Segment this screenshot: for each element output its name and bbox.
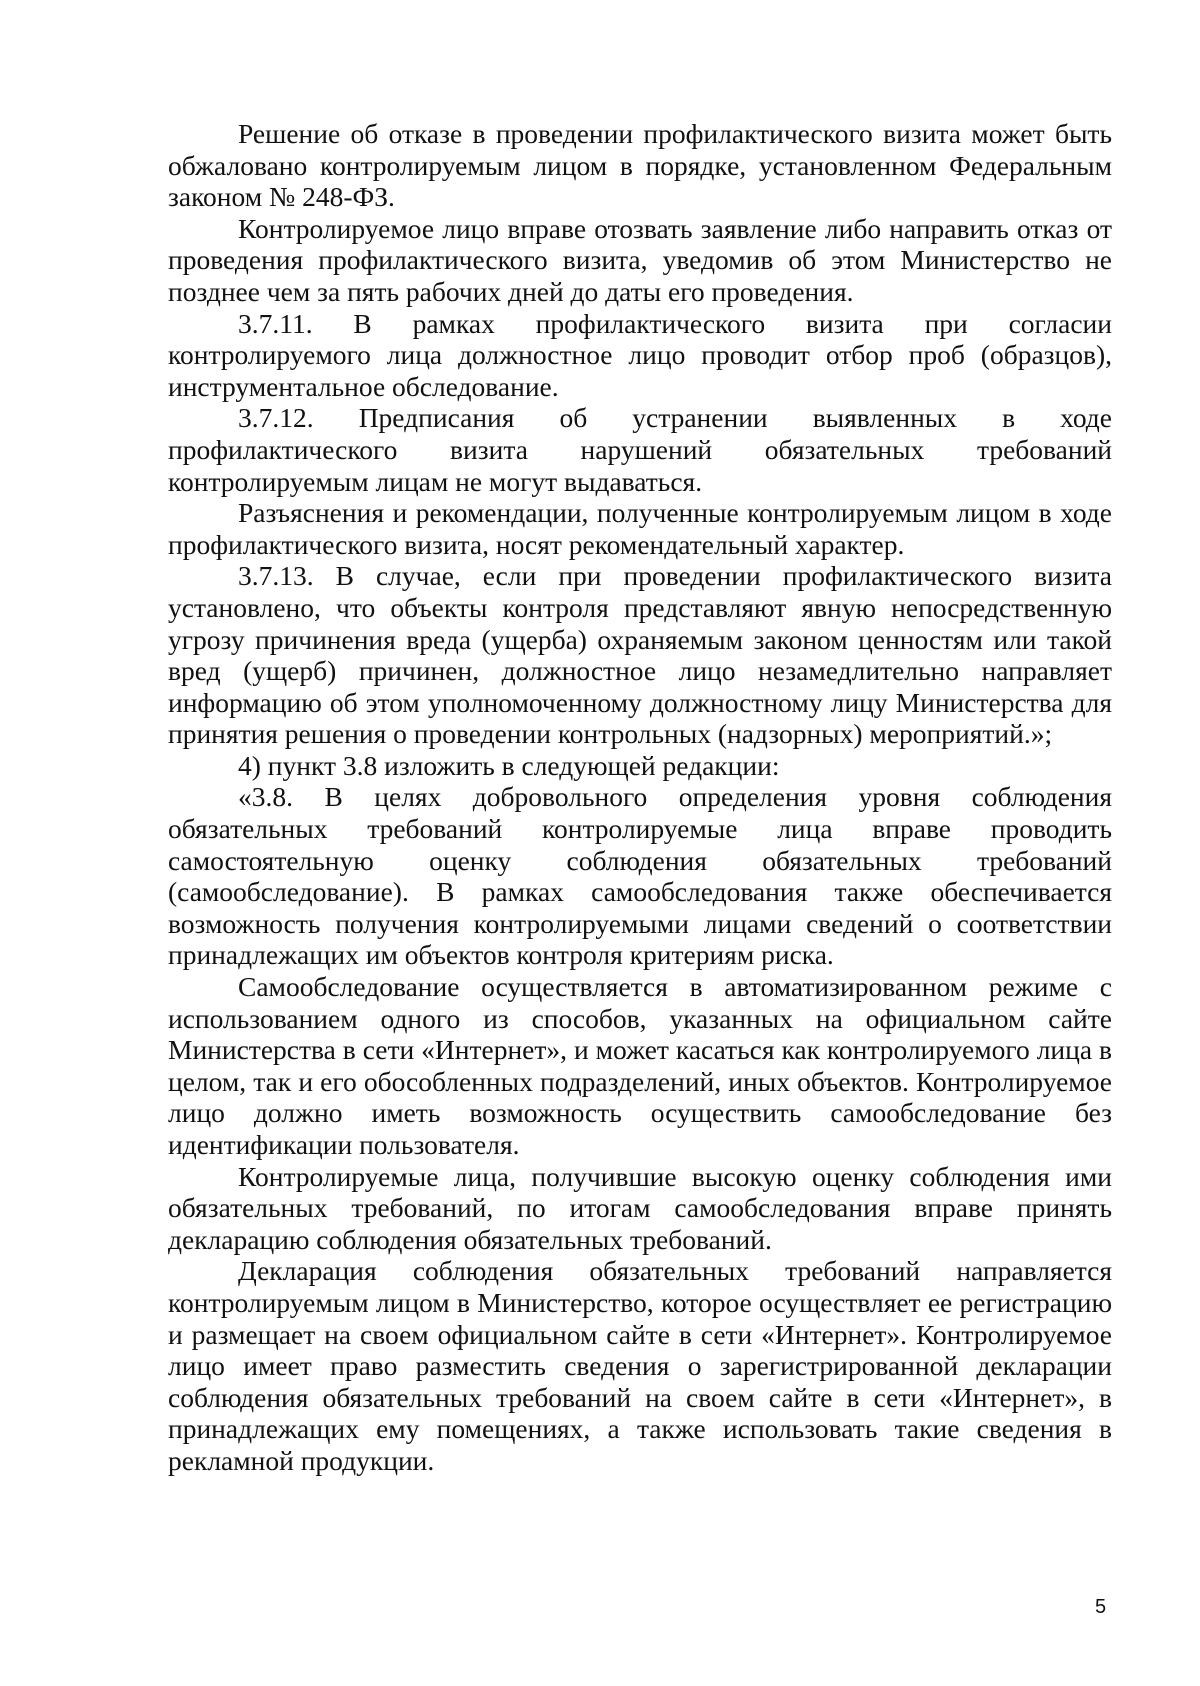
paragraph-item-4: 4) пункт 3.8 изложить в следующей редакции: bbox=[238, 749, 780, 781]
paragraph-self-inspection: Самообследование осуществляется в автоматизированном режиме с использованием одного из способов, указанных на официальном сайте Министерства в сети «Интернет», и может касаться как контролируемого лица в целом, так и его обособленных подразделений, иных объектов. Контролируемое лицо должно иметь возможность осуществить самообследование без идентификации пользователя. bbox=[168, 971, 1112, 1160]
paragraph-high-rating: Контролируемые лица, получившие высокую оценку соблюдения ими обязательных требований, по итогам самообследования вправе принять декларацию соблюдения обязательных требований. bbox=[168, 1160, 1112, 1255]
paragraph-withdraw-application: Контролируемое лицо вправе отозвать заявление либо направить отказ от проведения профилактического визита, уведомив об этом Министерство не позднее чем за пять рабочих дней до даты его проведения. bbox=[168, 212, 1112, 307]
paragraph-declaration: Декларация соблюдения обязательных требований направляется контролируемым лицом в Министерство, которое осуществляет ее регистрацию и размещает на своем официальном сайте в сети «Интернет». Контролируемое лицо имеет право разместить сведения о зарегистрированной декларации соблюдения обязательных требований на своем сайте в сети «Интернет», в принадлежащих ему помещениях, а также использовать такие сведения в рекламной продукции. bbox=[168, 1255, 1112, 1476]
paragraph-3-7-12: 3.7.12. Предписания об устранении выявленных в ходе профилактического визита нарушений обязательных требований контролируемым лицам не могут выдаваться. bbox=[168, 402, 1112, 497]
page-number: 5 bbox=[1095, 1596, 1107, 1618]
document-body bbox=[168, 118, 1112, 1477]
paragraph-explanations: Разъяснения и рекомендации, полученные контролируемым лицом в ходе профилактического визита, носят рекомендательный характер. bbox=[168, 497, 1112, 560]
paragraph-appeal-refusal: Решение об отказе в проведении профилактического визита может быть обжаловано контролируемым лицом в порядке, установленном Федеральным законом № 248-ФЗ. bbox=[168, 118, 1112, 213]
paragraph-3-7-11: 3.7.11. В рамках профилактического визита при согласии контролируемого лица должностное лицо проводит отбор проб (образцов), инструментальное обследование. bbox=[168, 307, 1112, 402]
paragraph-3-8: «3.8. В целях добровольного определения уровня соблюдения обязательных требований контролируемые лица вправе проводить самостоятельную оценку соблюдения обязательных требований (самообследование). В рамках самообследования также обеспечивается возможность получения контролируемыми лицами сведений о соответствии принадлежащих им объектов контроля критериям риска. bbox=[168, 781, 1112, 971]
paragraph-3-7-13: 3.7.13. В случае, если при проведении профилактического визита установлено, что объекты контроля представляют явную непосредственную угрозу причинения вреда (ущерба) охраняемым законом ценностям или такой вред (ущерб) причинен, должностное лицо незамедлительно направляет информацию об этом уполномоченному должностному лицу Министерства для принятия решения о проведении контрольных (надзорных) мероприятий.»; bbox=[168, 560, 1112, 750]
